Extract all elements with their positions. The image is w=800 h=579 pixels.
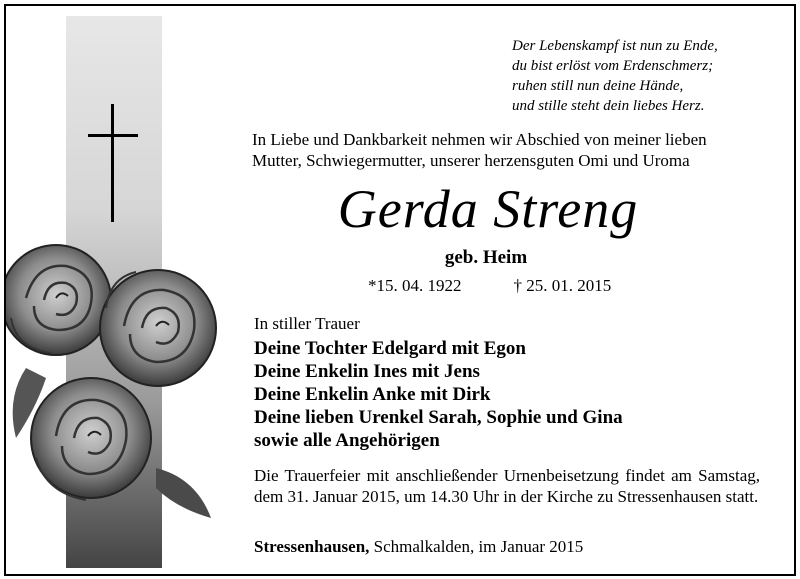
birth-date: *15. 04. 1922 <box>368 276 462 295</box>
mourner-line: Deine Tochter Edelgard mit Egon <box>254 338 526 359</box>
poem-line: du bist erlöst vom Erdenschmerz; <box>512 58 714 74</box>
poem <box>512 36 782 116</box>
poem-line: und stille steht dein liebes Herz. <box>512 98 705 114</box>
life-dates <box>368 276 688 296</box>
funeral-info: Die Trauerfeier mit anschließender Urnenbeisetzung findet am Samstag, dem 31. Januar 2015, um 14.30 Uhr in der Kirche zu Stressenhausen statt. <box>254 466 760 506</box>
deceased-name: Gerda Streng <box>337 179 639 239</box>
mourner-line: Deine lieben Urenkel Sarah, Sophie und Gina <box>254 407 623 428</box>
roses-image <box>6 238 226 530</box>
mourners-list <box>254 337 623 452</box>
mourner-line: sowie alle Angehörigen <box>254 430 440 451</box>
mourner-line: Deine Enkelin Ines mit Jens <box>254 361 480 382</box>
cross-icon <box>88 104 138 222</box>
place-rest: Schmalkalden, im Januar 2015 <box>369 537 584 556</box>
mourning-heading: In stiller Trauer <box>254 314 360 333</box>
intro-line: Mutter, Schwiegermutter, unserer herzensguten Omi und Uroma <box>252 151 690 170</box>
obituary-notice <box>4 4 796 576</box>
place-town: Stressenhausen, <box>254 537 370 556</box>
mourner-line: Deine Enkelin Anke mit Dirk <box>254 384 491 405</box>
place-date-line <box>254 537 583 557</box>
intro-line: In Liebe und Dankbarkeit nehmen wir Abschied von meiner lieben <box>252 130 707 149</box>
death-date: † 25. 01. 2015 <box>513 276 612 295</box>
maiden-name: geb. Heim <box>444 247 528 268</box>
poem-line: Der Lebenskampf ist nun zu Ende, <box>512 38 718 54</box>
intro-text <box>252 129 772 171</box>
poem-line: ruhen still nun deine Hände, <box>512 78 684 94</box>
